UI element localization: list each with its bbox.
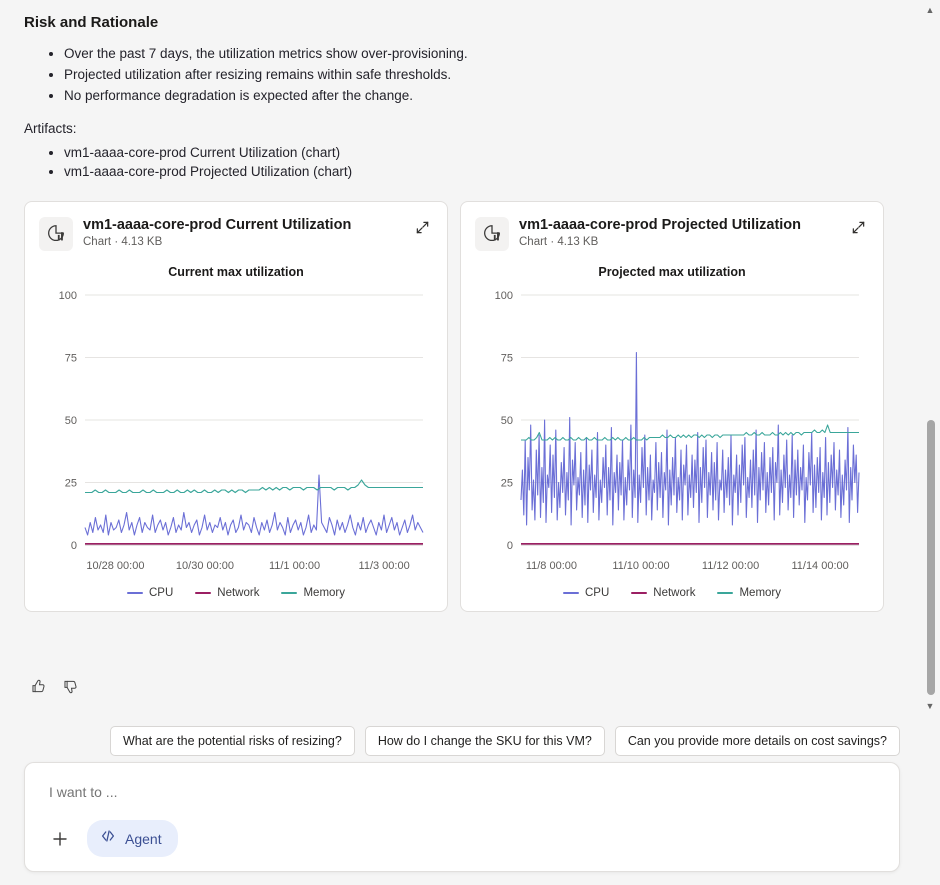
artifact-cards [24,201,876,612]
suggestion-chip-sku[interactable]: How do I change the SKU for this VM? [365,726,605,756]
svg-text:11/1 00:00: 11/1 00:00 [268,560,321,572]
chart-artifact-icon [475,217,509,251]
agent-mode-label: Agent [125,830,162,847]
list-item: • vm1-aaaa-core-prod Projected Utilization (chart) [64,163,876,181]
list-item: • Projected utilization after resizing remains within safe thresholds. [64,66,876,84]
scrollbar-thumb[interactable] [927,420,935,695]
artifact-card-current-utilization[interactable] [24,201,448,612]
artifact-card-projected-utilization[interactable] [460,201,884,612]
svg-text:10/28 00:00: 10/28 00:00 [86,560,145,572]
card-title: vm1-aaaa-core-prod Current Utilization [83,217,352,233]
card-subtitle: Chart · 4.13 KB [519,236,599,248]
artifact-list [24,144,876,181]
suggestion-chip-risks[interactable]: What are the potential risks of resizing? [110,726,355,756]
plus-icon[interactable] [45,824,75,854]
svg-text:0: 0 [70,540,77,552]
svg-text:50: 50 [500,415,513,427]
legend-label: CPU [149,587,174,599]
composer-toolbar [45,820,178,857]
svg-text:10/30 00:00: 10/30 00:00 [175,560,235,572]
suggestion-chips [0,726,900,756]
chart-plot-projected [475,283,869,583]
card-subtitle: Chart · 4.13 KB [83,236,163,248]
legend-label: CPU [585,587,610,599]
svg-text:75: 75 [64,352,77,365]
svg-text:11/10 00:00: 11/10 00:00 [612,560,670,572]
artifacts-label: Artifacts: [24,121,77,136]
rationale-bullet-list [24,45,876,105]
thumbs-up-icon[interactable] [28,676,48,696]
svg-text:0: 0 [506,540,513,552]
svg-text:25: 25 [64,477,77,490]
svg-text:11/14 00:00: 11/14 00:00 [791,560,849,572]
legend-label: Network [653,587,696,599]
card-title: vm1-aaaa-core-prod Projected Utilization [519,217,802,233]
message-composer[interactable] [24,762,900,872]
scroll-up-arrow-icon[interactable]: ▲ [925,5,935,15]
expand-diagonal-icon[interactable] [847,216,869,238]
chart-title: Current max utilization [168,265,304,279]
scroll-down-arrow-icon[interactable]: ▼ [925,701,935,711]
svg-text:11/12 00:00: 11/12 00:00 [701,560,760,572]
svg-text:11/8 00:00: 11/8 00:00 [525,560,578,572]
list-item: • Over the past 7 days, the utilization metrics show over-provisioning. [64,45,876,63]
chart-plot-current [39,283,433,583]
agent-mode-button[interactable] [87,820,178,857]
card-title-wrap [519,216,837,248]
chart-artifact-icon [39,217,73,251]
card-title-wrap [83,216,401,248]
svg-text:11/3 00:00: 11/3 00:00 [358,560,410,572]
code-brackets-icon [99,827,117,850]
card-header [475,216,869,251]
svg-text:100: 100 [58,290,77,302]
legend-label: Memory [739,587,781,599]
svg-text:50: 50 [64,415,77,427]
thumbs-down-icon[interactable] [60,676,80,696]
suggestion-chip-cost-savings[interactable]: Can you provide more details on cost savings? [615,726,900,756]
svg-text:75: 75 [500,352,513,365]
list-item: • vm1-aaaa-core-prod Current Utilization (chart) [64,144,876,162]
list-item: • No performance degradation is expected after the change. [64,87,876,105]
expand-diagonal-icon[interactable] [411,216,433,238]
svg-text:25: 25 [500,477,513,490]
chart-title: Projected max utilization [598,265,746,279]
page-title: Risk and Rationale [24,14,159,31]
legend-label: Network [217,587,260,599]
svg-text:100: 100 [494,290,513,302]
message-feedback [28,676,80,696]
legend-label: Memory [303,587,345,599]
card-header [39,216,433,251]
chat-input[interactable] [47,783,847,801]
